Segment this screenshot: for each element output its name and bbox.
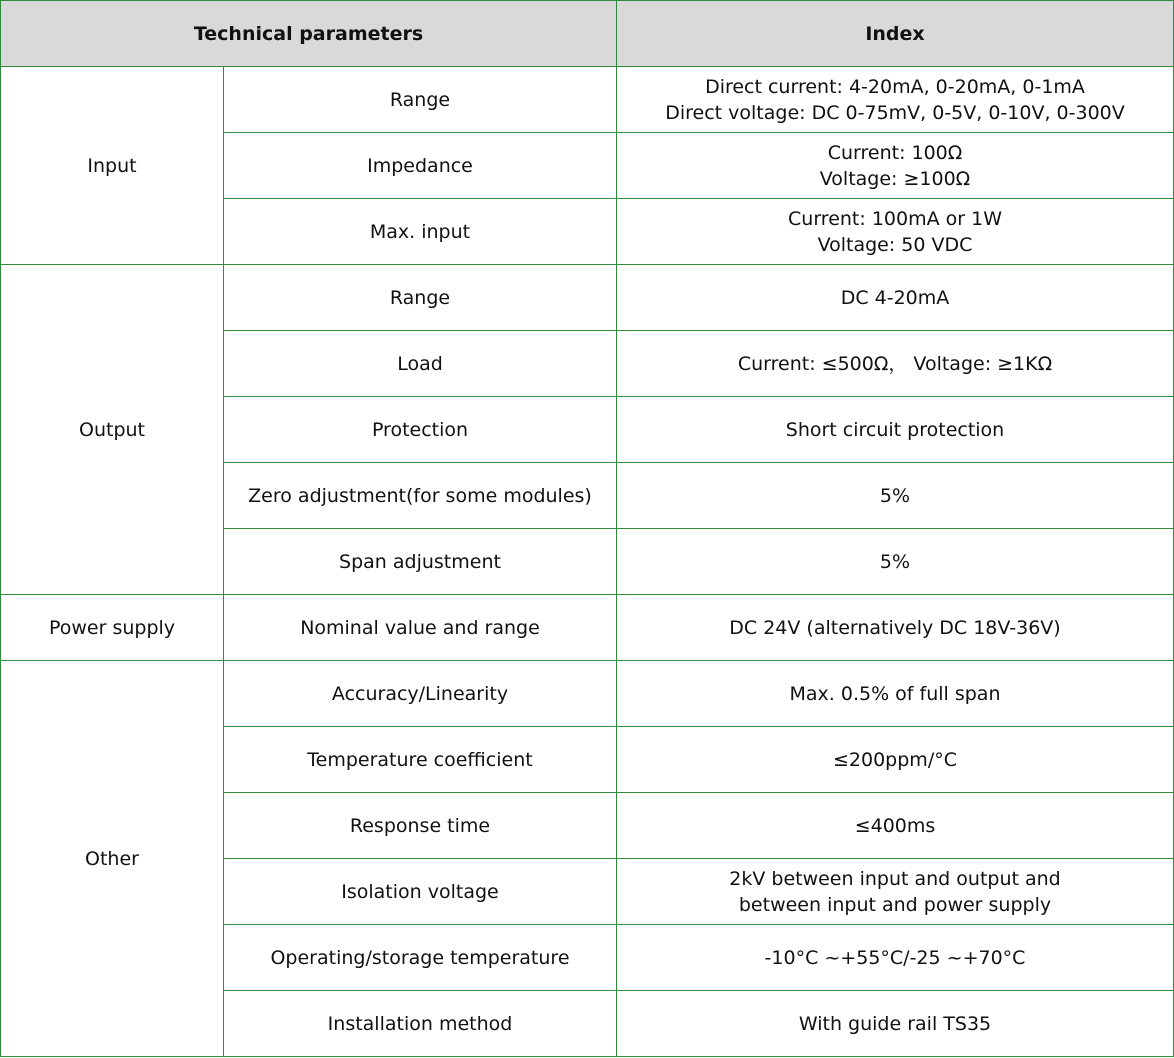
index-value-line: -10°C ~+55°C/-25 ~+70°C xyxy=(764,946,1026,969)
parameter-cell: Span adjustment xyxy=(224,529,617,595)
index-value-line: With guide rail TS35 xyxy=(798,1012,992,1035)
index-value-cell xyxy=(617,727,1174,793)
index-value-cell xyxy=(617,397,1174,463)
index-value-cell xyxy=(617,925,1174,991)
index-value-line: Current: 100mA or 1W xyxy=(788,207,1002,230)
parameter-cell: Zero adjustment(for some modules) xyxy=(224,463,617,529)
header-technical-parameters: Technical parameters xyxy=(1,1,617,67)
index-value-cell xyxy=(617,265,1174,331)
index-value-line: ≤400ms xyxy=(854,814,936,837)
index-value-cell xyxy=(617,661,1174,727)
parameter-cell: Installation method xyxy=(224,991,617,1057)
index-value-line: 5% xyxy=(879,484,911,507)
index-value-cell xyxy=(617,199,1174,265)
parameter-cell: Protection xyxy=(224,397,617,463)
index-value-line: Direct current: 4-20mA, 0-20mA, 0-1mA xyxy=(705,75,1085,98)
parameter-cell: Nominal value and range xyxy=(224,595,617,661)
index-value-cell xyxy=(617,331,1174,397)
parameter-cell: Impedance xyxy=(224,133,617,199)
index-value-cell xyxy=(617,859,1174,925)
index-value-line: 5% xyxy=(879,550,911,573)
index-value-line: Direct voltage: DC 0-75mV, 0-5V, 0-10V, 0-300V xyxy=(665,101,1125,124)
index-value-line: Short circuit protection xyxy=(785,418,1005,441)
parameter-cell: Accuracy/Linearity xyxy=(224,661,617,727)
parameter-cell: Isolation voltage xyxy=(224,859,617,925)
index-value-line: Voltage: ≥100Ω xyxy=(819,167,971,190)
index-value-cell xyxy=(617,67,1174,133)
parameter-cell: Temperature coefficient xyxy=(224,727,617,793)
index-value-cell xyxy=(617,595,1174,661)
group-label: Other xyxy=(1,661,224,1057)
index-value-line: 2kV between input and output and xyxy=(729,867,1061,890)
index-value-line: DC 24V (alternatively DC 18V-36V) xyxy=(729,616,1061,639)
header-index: Index xyxy=(617,1,1174,67)
index-value-line: ≤200ppm/°C xyxy=(833,748,957,771)
group-label: Power supply xyxy=(1,595,224,661)
table-row xyxy=(1,265,1174,331)
index-value-cell xyxy=(617,991,1174,1057)
parameter-cell: Max. input xyxy=(224,199,617,265)
index-value-cell xyxy=(617,529,1174,595)
group-label: Output xyxy=(1,265,224,595)
index-value-line: Max. 0.5% of full span xyxy=(789,682,1001,705)
header-row xyxy=(1,1,1174,67)
table-row xyxy=(1,67,1174,133)
index-value-line: Voltage: 50 VDC xyxy=(817,233,973,256)
index-value-cell xyxy=(617,133,1174,199)
index-value-line: between input and power supply xyxy=(738,893,1052,916)
index-value-line: DC 4-20mA xyxy=(840,286,950,309)
parameter-cell: Load xyxy=(224,331,617,397)
table-row xyxy=(1,661,1174,727)
table-row xyxy=(1,595,1174,661)
parameter-cell: Operating/storage temperature xyxy=(224,925,617,991)
index-value-line: Current: 100Ω xyxy=(827,141,963,164)
index-value-line: Current: ≤500Ω， Voltage: ≥1KΩ xyxy=(737,352,1053,375)
parameter-cell: Range xyxy=(224,67,617,133)
index-value-cell xyxy=(617,463,1174,529)
index-value-cell xyxy=(617,793,1174,859)
parameter-cell: Range xyxy=(224,265,617,331)
group-label: Input xyxy=(1,67,224,265)
parameter-cell: Response time xyxy=(224,793,617,859)
table-body xyxy=(1,67,1174,1057)
